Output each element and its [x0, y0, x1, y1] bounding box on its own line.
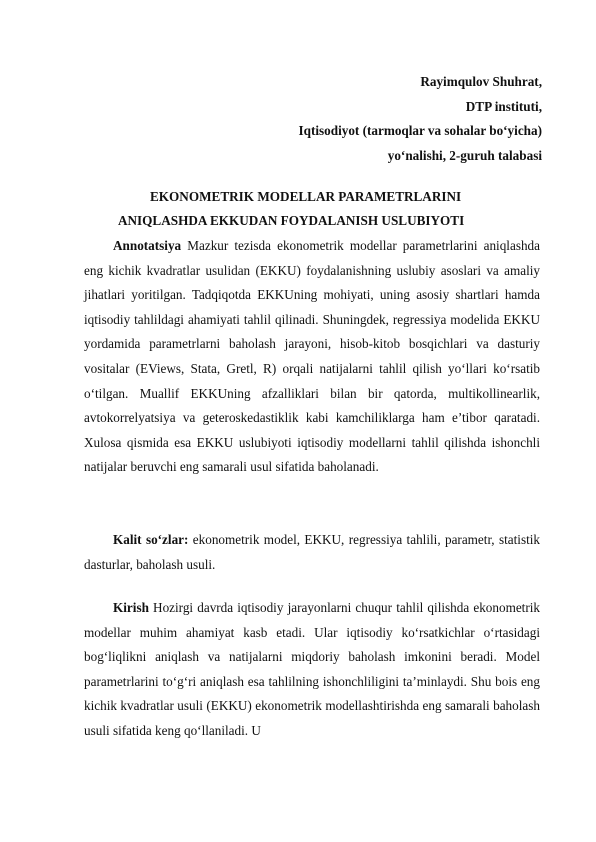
author-block	[299, 70, 543, 168]
author-institute: DTP instituti,	[465, 98, 542, 114]
intro-section	[84, 596, 540, 744]
title-line-1: EKONOMETRIK MODELLAR PARAMETRLARINI	[150, 189, 462, 204]
keywords-section	[84, 528, 540, 577]
abstract-paragraph	[84, 234, 540, 480]
author-program: Iqtisodiyot (tarmoqlar va sohalar bo‘yicha)	[298, 123, 542, 138]
author-name: Rayimqulov Shuhrat,	[420, 74, 542, 89]
abstract-section	[84, 234, 540, 480]
keywords-text: ekonometrik model, EKKU, regressiya tahlili, parametr, statistik dasturlar, baholash usuli.	[84, 532, 541, 572]
intro-paragraph	[84, 596, 540, 744]
abstract-text: Mazkur tezisda ekonometrik modellar parametrlarini aniqlashda eng kichik kvadratlar usulidan (EKKU) foydalanishning uslubiy asoslari va amaliy jihatlari yoritilgan. Tadqiqotda EKKUning mohiyati, uning asosiy shartlari hamda iqtisodiy tahlildagi ahamiyati tahlil qilinadi. Shuningdek, regressiya modelida EKKU yordamida parametrlarni baholash jarayoni, hisob-kitob bosqichlari va dasturiy vositalar (EViews, Stata, Gretl, R) orqali natijalarni tahlil qilish yo‘llari ko‘rsatib o‘tilgan. Muallif EKKUning afzalliklari bilan bir qatorda, multikollinearlik, avtokorrelyatsiya va geteroskedastiklik kabi kamchiliklarga ham e’tibor qaratadi. Xulosa qismida esa EKKU uslubiyoti iqtisodiy modellarni tahlil qilishda ishonchli natijalar beruvchi eng samarali usul sifatida baholanadi.	[84, 238, 540, 475]
keywords-paragraph	[84, 528, 540, 577]
title-line-2: ANIQLASHDA EKKUDAN FOYDALANISH USLUBIYOTI	[118, 213, 465, 228]
intro-label: Kirish	[113, 600, 149, 615]
intro-text: Hozirgi davrda iqtisodiy jarayonlarni chuqur tahlil qilishda ekonometrik modellar muhim ahamiyat kasb etadi. Ular iqtisodiy ko‘rsatkichlar o‘rtasidagi bog‘liqlikni aniqlash va natijalarni miqdoriy baholash imkonini beradi. Model parametrlarini to‘g‘ri aniqlash esa tahlilning ishonchliligini ta’minlaydi. Shu bois eng kichik kvadratlar usuli (EKKU) ekonometrik modellashtirishda eng samarali baholash usuli sifatida keng qo‘llaniladi. U	[84, 600, 540, 738]
keywords-label: Kalit so‘zlar:	[113, 532, 189, 547]
author-group: yo‘nalishi, 2-guruh talabasi	[387, 147, 542, 163]
abstract-label: Annotatsiya	[113, 238, 182, 253]
paper-title	[0, 185, 596, 233]
